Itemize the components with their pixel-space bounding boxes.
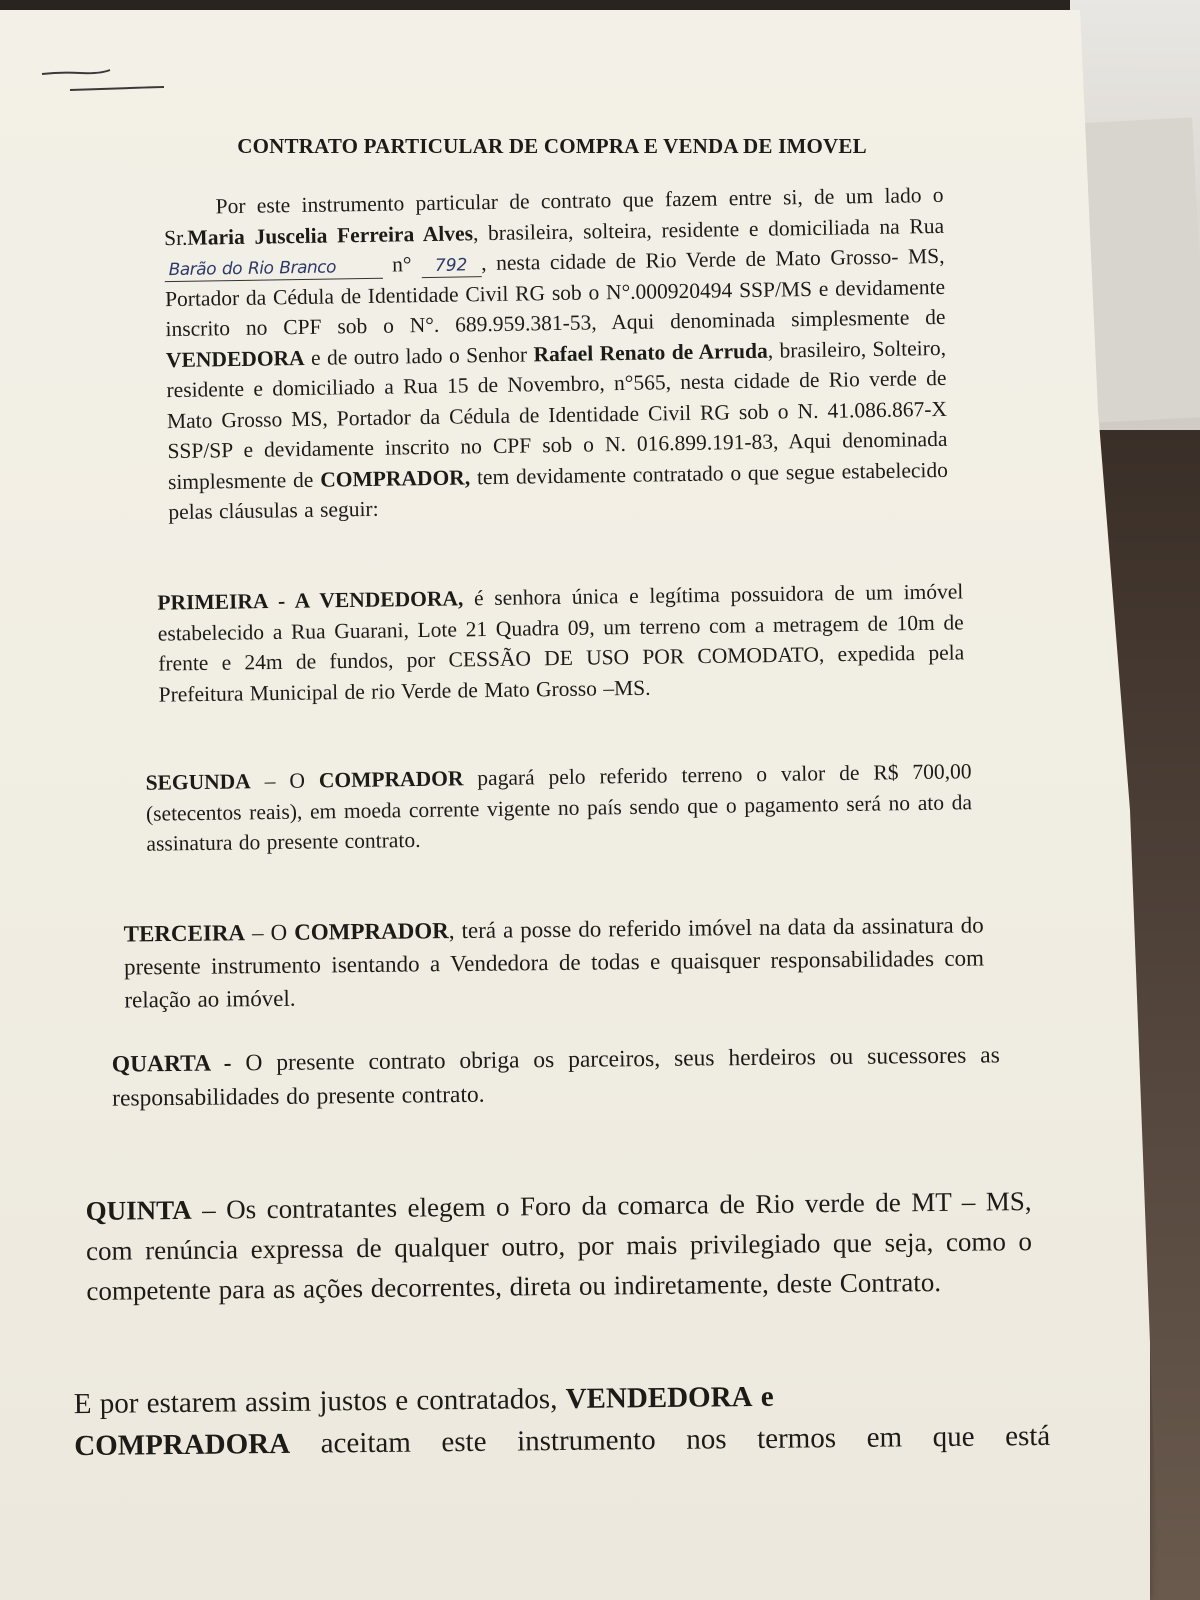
clause-party: COMPRADOR (318, 766, 464, 793)
intro-text: , brasileira, solteira, residente e domiciliada na Rua (472, 213, 945, 245)
closing-buyer-role: COMPRADORA (74, 1427, 291, 1463)
clause-heading: SEGUNDA (145, 769, 251, 795)
closing-text: aceitam este instrumento nos termos em que está (320, 1419, 1051, 1460)
intro-text: Por este instrumento particular de contrato que fazem entre si, de um lado o Sr. (163, 182, 944, 250)
clause-heading: PRIMEIRA - A VENDEDORA, (157, 586, 464, 615)
clause-heading: QUINTA (85, 1194, 192, 1226)
clause-terceira (124, 908, 985, 1016)
seller-name: Maria Juscelia Ferreira Alves (187, 220, 474, 250)
clause-heading: QUARTA - (111, 1050, 232, 1078)
closing-text: E por estarem assim justos e contratados, (73, 1383, 558, 1421)
closing-and: e (760, 1380, 774, 1413)
intro-text: , nesta cidade de Rio Verde de Mato Grosso- MS, Portador da Cédula de Identidade Civil RG sob o N°.000920494 SSP/MS e devidamente inscrito no CPF sob o N°. 689.959.381-53, Aqui denominada simplesmente de (164, 243, 946, 342)
closing-seller-role: VENDEDORA (565, 1381, 753, 1415)
clause-text: , terá a posse do referido imóvel na data da assinatura do presente instrumento isentando a Vendedora de todas e quaisquer responsabilidades com relação ao imóvel. (123, 912, 985, 1013)
intro-text: e de outro lado o Senhor (310, 341, 528, 370)
clause-quarta (112, 1038, 1001, 1115)
closing-paragraph (74, 1373, 1051, 1467)
clause-dash: – O (251, 919, 288, 946)
intro-paragraph (163, 180, 948, 528)
intro-text: n° (391, 252, 412, 277)
intro-text: , brasileiro, Solteiro, residente e domiciliado a Rua 15 de Novembro, n°565, nesta cidade de Rio verde de Mato Grosso MS, Portador da Cédula de Identidade Civil RG sob o N. 41.086.867-X SSP/SP e devidamente inscrito no CPF sob o N. 016.899.191-83, Aqui denominada simplesmente de (166, 335, 948, 494)
buyer-role: COMPRADOR, (320, 464, 471, 492)
clause-text: O presente contrato obriga os parceiros, seus herdeiros ou sucessores as responsabilidades do presente contrato. (112, 1042, 1000, 1112)
seller-role: VENDEDORA (165, 345, 305, 372)
clause-text: – Os contratantes elegem o Foro da comarca de Rio verde de MT – MS, com renúncia expressa de qualquer outro, por mais privilegiado que seja, como o competente para as ações decorrentes, direta ou indiretamente, deste Contrato. (85, 1186, 1033, 1306)
clause-quinta (85, 1181, 1032, 1311)
clause-heading: TERCEIRA (123, 920, 246, 947)
clause-text: é senhora única e legítima possuidora de um imóvel estabelecido a Rua Guarani, Lote 21 Quadra 09, um terreno com a metragem de 10m de frente e 24m de fundos, por CESSÃO DE USO POR COMODATO, expedida pela Prefeitura Municipal de rio Verde de Mato Grosso –MS. (157, 579, 965, 707)
buyer-name: Rafael Renato de Arruda (533, 338, 768, 366)
closing-last-line (74, 1415, 1050, 1467)
clause-segunda (145, 756, 972, 859)
page-title: CONTRATO PARTICULAR DE COMPRA E VENDA DE IMOVEL (237, 134, 867, 158)
handwritten-number: 792 (421, 254, 481, 278)
intro-text: tem devidamente contratado o que segue estabelecido pelas cláusulas a seguir: (168, 457, 949, 525)
clause-primeira (157, 576, 965, 709)
handwritten-street: Barão do Rio Branco (164, 256, 382, 282)
clause-dash: – O (264, 768, 306, 794)
clause-party: COMPRADOR (294, 918, 449, 945)
clause-text: pagará pelo referido terreno o valor de R$ 700,00 (setecentos reais), em moeda corrente vigente no país sendo que o pagamento será no ato da assinatura do presente contrato. (145, 759, 973, 856)
